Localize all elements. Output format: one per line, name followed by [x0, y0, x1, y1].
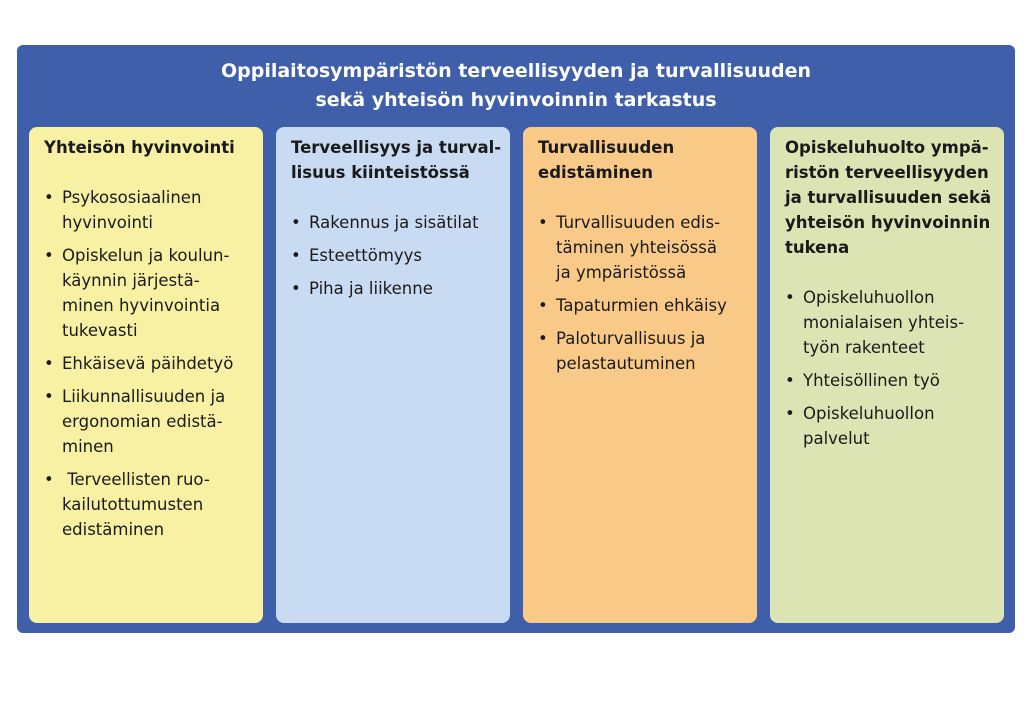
list-item-line: ja ympäristössä [556, 263, 687, 282]
list-item-line: edistäminen [62, 520, 165, 539]
column-safety-promotion [523, 127, 757, 623]
list-item-line: • Esteettömyys [309, 246, 423, 265]
list-item-line: minen [62, 437, 114, 456]
list-item-line: monialaisen yhteis- [803, 313, 965, 332]
column-heading-line: Yhteisön hyvinvointi [44, 138, 235, 157]
column-item-list [785, 285, 994, 451]
column-heading-line: yhteisön hyvinvoinnin [785, 213, 991, 232]
list-item-line: • Terveellisten ruo- [62, 470, 210, 489]
list-item-line: • Opiskelun ja koulun- [62, 246, 230, 265]
list-item-line: tukevasti [62, 321, 138, 340]
list-item [44, 384, 253, 459]
list-item-line: pelastautuminen [556, 354, 696, 373]
title-line-1: Oppilaitosympäristön terveellisyyden ja turvallisuuden [220, 60, 812, 82]
list-item-line: palvelut [803, 429, 870, 448]
list-item [44, 185, 253, 235]
list-item-line: täminen yhteisössä [556, 238, 717, 257]
list-item-line: • Paloturvallisuus ja [556, 329, 706, 348]
column-heading-line: ja turvallisuuden sekä [785, 188, 992, 207]
column-heading-line: Turvallisuuden [538, 138, 675, 157]
list-item-line: • Liikunnallisuuden ja [62, 387, 226, 406]
list-item-line: kailutottumusten [62, 495, 204, 514]
column-item-list [291, 210, 500, 301]
list-item-line: • Piha ja liikenne [309, 279, 433, 298]
list-item-line: • Psykososiaalinen [62, 188, 202, 207]
column-heading [785, 135, 994, 260]
list-item [785, 401, 994, 451]
list-item [44, 351, 253, 376]
column-heading [291, 135, 500, 185]
list-item-line: työn rakenteet [803, 338, 925, 357]
list-item [785, 368, 994, 393]
list-item-line: • Rakennus ja sisätilat [309, 213, 479, 232]
list-item [538, 293, 747, 318]
list-item-line: • Opiskeluhuollon [803, 404, 935, 423]
list-item [291, 276, 500, 301]
column-heading-line: lisuus kiinteistössä [291, 163, 470, 182]
column-heading [44, 135, 253, 160]
column-heading-line: Terveellisyys ja turval- [291, 138, 502, 157]
column-item-list [44, 185, 253, 542]
column-heading-line: tukena [785, 238, 850, 257]
list-item [291, 210, 500, 235]
list-item-line: • Ehkäisevä päihdetyö [62, 354, 234, 373]
list-item-line: käynnin järjestä- [62, 271, 200, 290]
list-item [785, 285, 994, 360]
column-heading-line: ristön terveellisyyden [785, 163, 989, 182]
column-heading-line: edistäminen [538, 163, 654, 182]
list-item-line: minen hyvinvointia [62, 296, 221, 315]
column-student-welfare [770, 127, 1004, 623]
column-property-safety [276, 127, 510, 623]
list-item-line: • Turvallisuuden edis- [556, 213, 721, 232]
list-item-line: • Tapaturmien ehkäisy [556, 296, 727, 315]
diagram-frame [17, 45, 1015, 633]
list-item-line: • Opiskeluhuollon [803, 288, 935, 307]
list-item [538, 326, 747, 376]
list-item [291, 243, 500, 268]
list-item-line: • Yhteisöllinen työ [803, 371, 940, 390]
column-item-list [538, 210, 747, 376]
list-item [44, 243, 253, 343]
column-community-wellbeing [29, 127, 263, 623]
column-heading-line: Opiskeluhuolto ympä- [785, 138, 989, 157]
list-item-line: hyvinvointi [62, 213, 153, 232]
list-item [44, 467, 253, 542]
title-line-2: sekä yhteisön hyvinvoinnin tarkastus [315, 89, 717, 111]
list-item [538, 210, 747, 285]
column-heading [538, 135, 747, 185]
list-item-line: ergonomian edistä- [62, 412, 223, 431]
diagram-title [17, 57, 1015, 115]
